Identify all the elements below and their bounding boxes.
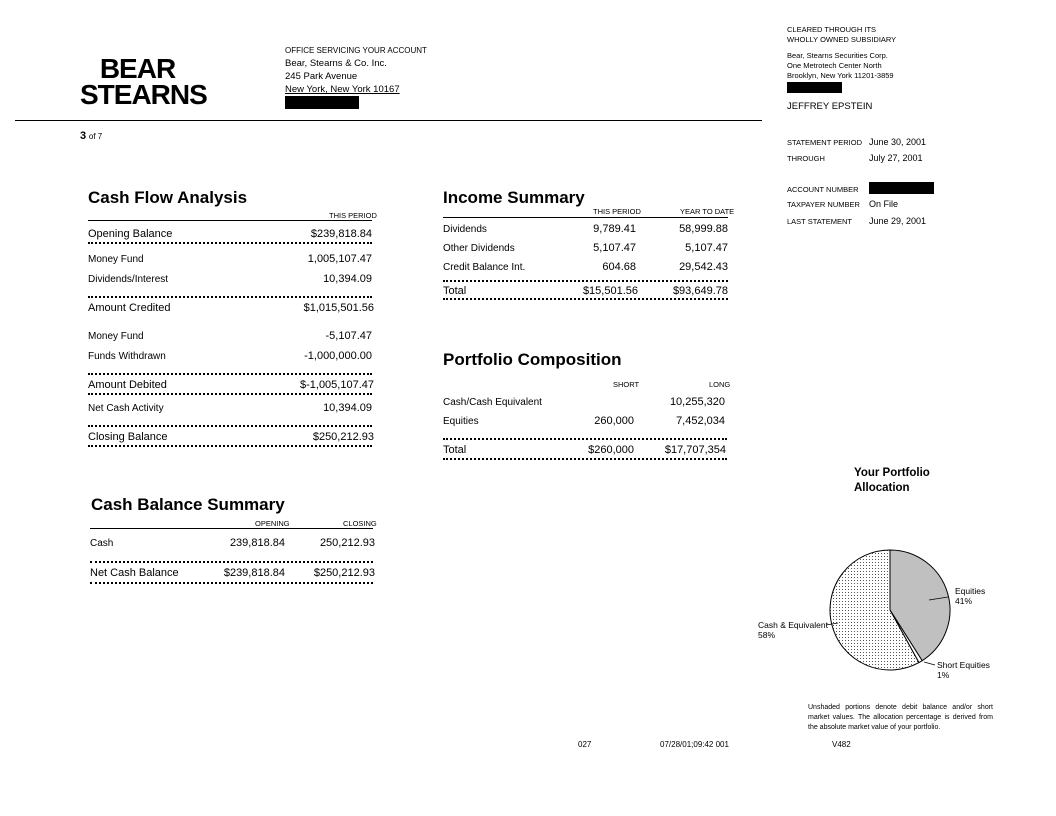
page-number bbox=[80, 130, 102, 142]
income-summary-title: Income Summary bbox=[443, 188, 585, 207]
portfolio-row-long: 10,255,320 bbox=[669, 396, 725, 408]
portfolio-col-long: LONG bbox=[709, 380, 731, 389]
through-label: THROUGH bbox=[787, 154, 825, 163]
cash-opening: 239,818.84 bbox=[229, 537, 285, 549]
income-row-ytd: 29,542.43 bbox=[679, 261, 728, 273]
dotted-rule bbox=[443, 298, 728, 300]
income-row-period: 5,107.47 bbox=[593, 242, 636, 254]
through-value: July 27, 2001 bbox=[869, 153, 923, 163]
dotted-rule bbox=[88, 445, 372, 447]
taxpayer-label: TAXPAYER NUMBER bbox=[787, 200, 860, 209]
short-equities-label-pct: 1% bbox=[937, 670, 950, 680]
dividends-interest-label: Dividends/Interest bbox=[88, 274, 169, 285]
net-cash-balance-closing: $250,212.93 bbox=[313, 567, 375, 579]
allocation-footnote: Unshaded portions denote debit balance and/or short market values. The allocation percentage is derived from the absolute market value of your portfolio. bbox=[808, 704, 993, 731]
client-name: JEFFREY EPSTEIN bbox=[787, 101, 873, 112]
income-row-ytd: 5,107.47 bbox=[685, 242, 728, 254]
opening-balance-label: Opening Balance bbox=[88, 228, 173, 240]
footer-timestamp: 07/28/01;09:42 001 bbox=[660, 740, 729, 749]
portfolio-total-label: Total bbox=[443, 444, 467, 456]
allocation-title bbox=[854, 466, 930, 496]
cleared-addr-1: One Metrotech Center North bbox=[787, 61, 882, 70]
allocation-title-line-2: Allocation bbox=[854, 482, 910, 494]
cash-balance-title: Cash Balance Summary bbox=[91, 495, 285, 514]
cleared-addr-2: Brooklyn, New York 11201-3859 bbox=[787, 71, 894, 80]
office-street: 245 Park Avenue bbox=[285, 71, 358, 82]
short-equities-leader-line bbox=[924, 662, 935, 665]
income-row-period: 604.68 bbox=[602, 261, 636, 273]
dotted-rule bbox=[88, 425, 372, 427]
income-row-ytd: 58,999.88 bbox=[679, 223, 728, 235]
redacted-account-number bbox=[869, 182, 934, 194]
logo-line-1: BEAR bbox=[99, 53, 176, 84]
opening-balance-value: $239,818.84 bbox=[310, 228, 372, 240]
last-statement-label: LAST STATEMENT bbox=[787, 217, 853, 226]
office-header: OFFICE SERVICING YOUR ACCOUNT bbox=[285, 46, 427, 55]
page-total: of 7 bbox=[88, 132, 103, 141]
income-col-ytd: YEAR TO DATE bbox=[680, 207, 735, 216]
portfolio-row-label: Cash/Cash Equivalent bbox=[443, 397, 542, 408]
portfolio-row-label: Equities bbox=[443, 416, 479, 427]
income-total-ytd: $93,649.78 bbox=[672, 285, 728, 297]
redacted-block bbox=[787, 82, 842, 93]
portfolio-composition-title: Portfolio Composition bbox=[443, 350, 622, 369]
equities-label-pct: 41% bbox=[955, 596, 973, 606]
income-row-period: 9,789.41 bbox=[593, 223, 636, 235]
net-cash-balance-opening: $239,818.84 bbox=[223, 567, 285, 579]
income-total-label: Total bbox=[443, 285, 467, 297]
cleared-firm: Bear, Stearns Securities Corp. bbox=[787, 51, 888, 60]
office-address bbox=[285, 44, 427, 113]
page-current: 3 bbox=[80, 130, 87, 142]
header-rule bbox=[15, 120, 762, 121]
income-row-label: Credit Balance Int. bbox=[443, 262, 526, 273]
dotted-rule bbox=[443, 458, 727, 460]
logo-line-2: STEARNS bbox=[80, 79, 207, 110]
statement-period-label: STATEMENT PERIOD bbox=[787, 138, 863, 147]
cash-label-text: Cash & Equivalent bbox=[758, 620, 828, 630]
bear-stearns-logo bbox=[80, 53, 207, 110]
footer-code-2: V482 bbox=[832, 740, 851, 749]
cash-slice-label bbox=[758, 620, 828, 640]
cash-closing: 250,212.93 bbox=[319, 537, 375, 549]
dotted-rule bbox=[88, 373, 372, 375]
income-row-label: Other Dividends bbox=[443, 243, 515, 254]
dotted-rule bbox=[443, 280, 728, 282]
cash-flow-col-header: THIS PERIOD bbox=[329, 211, 377, 220]
equities-label-text: Equities bbox=[955, 586, 986, 596]
cash-balance-col-opening: OPENING bbox=[255, 519, 290, 528]
dotted-rule bbox=[90, 582, 373, 584]
allocation-title-line-1: Your Portfolio bbox=[854, 467, 930, 479]
cash-flow-title: Cash Flow Analysis bbox=[88, 188, 248, 207]
portfolio-total-long: $17,707,354 bbox=[664, 444, 726, 456]
cash-label-pct: 58% bbox=[758, 630, 776, 640]
amount-debited-label: Amount Debited bbox=[88, 379, 167, 391]
income-col-this-period: THIS PERIOD bbox=[593, 207, 641, 216]
short-equities-label-text: Short Equities bbox=[937, 660, 990, 670]
money-fund-label: Money Fund bbox=[88, 254, 144, 265]
income-total-period: $15,501.56 bbox=[582, 285, 638, 297]
statement-period-value: June 30, 2001 bbox=[869, 137, 927, 147]
cash-label: Cash bbox=[90, 538, 114, 549]
dotted-rule bbox=[88, 242, 372, 244]
portfolio-row-long: 7,452,034 bbox=[676, 415, 725, 427]
equities-slice-label bbox=[955, 586, 985, 606]
amount-credited-value: $1,015,501.56 bbox=[303, 302, 374, 314]
clearing-info bbox=[787, 25, 896, 81]
divider bbox=[90, 528, 373, 529]
short-equities-slice-label bbox=[937, 660, 990, 680]
portfolio-col-short: SHORT bbox=[613, 380, 640, 389]
net-cash-balance-label: Net Cash Balance bbox=[90, 567, 179, 579]
cash-balance-col-closing: CLOSING bbox=[343, 519, 377, 528]
dotted-rule bbox=[90, 561, 373, 563]
money-fund-value: 1,005,107.47 bbox=[307, 253, 372, 265]
dividends-interest-value: 10,394.09 bbox=[323, 273, 372, 285]
portfolio-row-short: 260,000 bbox=[594, 415, 634, 427]
office-name: Bear, Stearns & Co. Inc. bbox=[285, 58, 387, 69]
money-fund-debit-label: Money Fund bbox=[88, 331, 144, 342]
cleared-line-1: CLEARED THROUGH ITS bbox=[787, 25, 877, 34]
income-row-label: Dividends bbox=[443, 224, 487, 235]
portfolio-total-short: $260,000 bbox=[588, 444, 634, 456]
divider bbox=[88, 220, 372, 221]
net-cash-activity-value: 10,394.09 bbox=[323, 402, 372, 414]
cleared-line-2: WHOLLY OWNED SUBSIDIARY bbox=[787, 35, 897, 44]
last-statement-value: June 29, 2001 bbox=[869, 216, 927, 226]
funds-withdrawn-label: Funds Withdrawn bbox=[88, 351, 166, 362]
amount-debited-value: $-1,005,107.47 bbox=[299, 379, 374, 391]
closing-balance-value: $250,212.93 bbox=[312, 431, 374, 443]
dotted-rule bbox=[88, 393, 372, 395]
account-number-label: ACCOUNT NUMBER bbox=[787, 185, 859, 194]
dotted-rule bbox=[443, 438, 727, 440]
funds-withdrawn-value: -1,000,000.00 bbox=[304, 350, 372, 362]
redacted-block bbox=[285, 96, 359, 109]
divider bbox=[443, 217, 728, 218]
amount-credited-label: Amount Credited bbox=[88, 302, 171, 314]
allocation-pie-chart bbox=[740, 535, 1040, 695]
office-city: New York, New York 10167 bbox=[285, 84, 400, 95]
closing-balance-label: Closing Balance bbox=[88, 431, 168, 443]
money-fund-debit-value: -5,107.47 bbox=[325, 330, 372, 342]
net-cash-activity-label: Net Cash Activity bbox=[88, 403, 164, 414]
dotted-rule bbox=[88, 296, 372, 298]
footer-code-1: 027 bbox=[578, 740, 592, 749]
taxpayer-value: On File bbox=[869, 199, 899, 209]
